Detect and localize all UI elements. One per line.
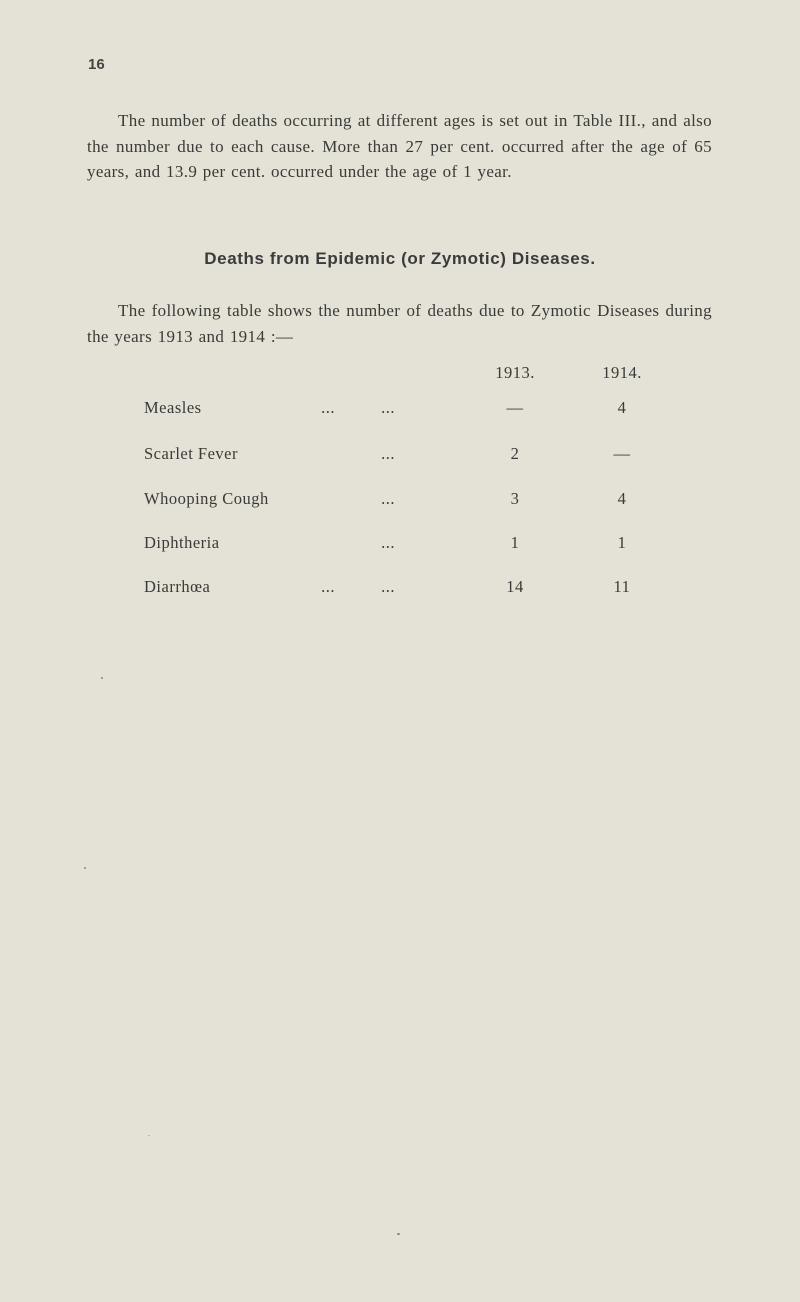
paper-speck [101,677,103,679]
page-number: 16 [88,56,105,73]
table-header-row [0,363,800,389]
paper-speck [148,1135,150,1136]
dot-leader: ... [381,533,395,552]
disease-name: Scarlet Fever [144,444,239,463]
value-1913: 2 [510,444,520,463]
disease-name: Measles [144,398,202,417]
value-1913: 1 [510,533,520,552]
value-1914: — [613,444,631,463]
disease-name: Diphtheria [144,533,220,552]
table-row-diarrhoea [0,577,800,603]
value-1914: 1 [617,533,627,552]
dot-leader: ... [381,489,395,508]
dot-leader: ... [381,398,395,417]
disease-name: Diarrhœa [144,577,211,596]
table-row-whooping-cough [0,489,800,515]
disease-name: Whooping Cough [144,489,269,508]
table-row-scarlet-fever [0,444,800,470]
value-1913: 3 [510,489,520,508]
value-1914: 11 [613,577,631,596]
value-1913: 14 [506,577,524,596]
paper-speck [84,867,86,869]
column-header-1914: 1914. [602,363,642,382]
dot-leader: ... [381,577,395,596]
table-row-diphtheria [0,533,800,559]
column-header-1913: 1913. [495,363,535,382]
value-1913: — [506,398,524,417]
table-row-measles [0,398,800,424]
dot-leader: ... [321,577,335,596]
intro-paragraph: The number of deaths occurring at different ages is set out in Table III., and also the number due to each cause. More than 27 per cent. occurred after the age of 65 years, and 13.9 per cent. occurred under the age of 1 year. [87,111,712,181]
section-heading: Deaths from Epidemic (or Zymotic) Diseases. [204,249,596,268]
dot-leader: ... [321,398,335,417]
paper-speck [397,1233,400,1235]
value-1914: 4 [617,398,627,417]
dot-leader: ... [381,444,395,463]
lead-paragraph: The following table shows the number of deaths due to Zymotic Diseases during the years 1913 and 1914 :— [87,301,712,346]
value-1914: 4 [617,489,627,508]
